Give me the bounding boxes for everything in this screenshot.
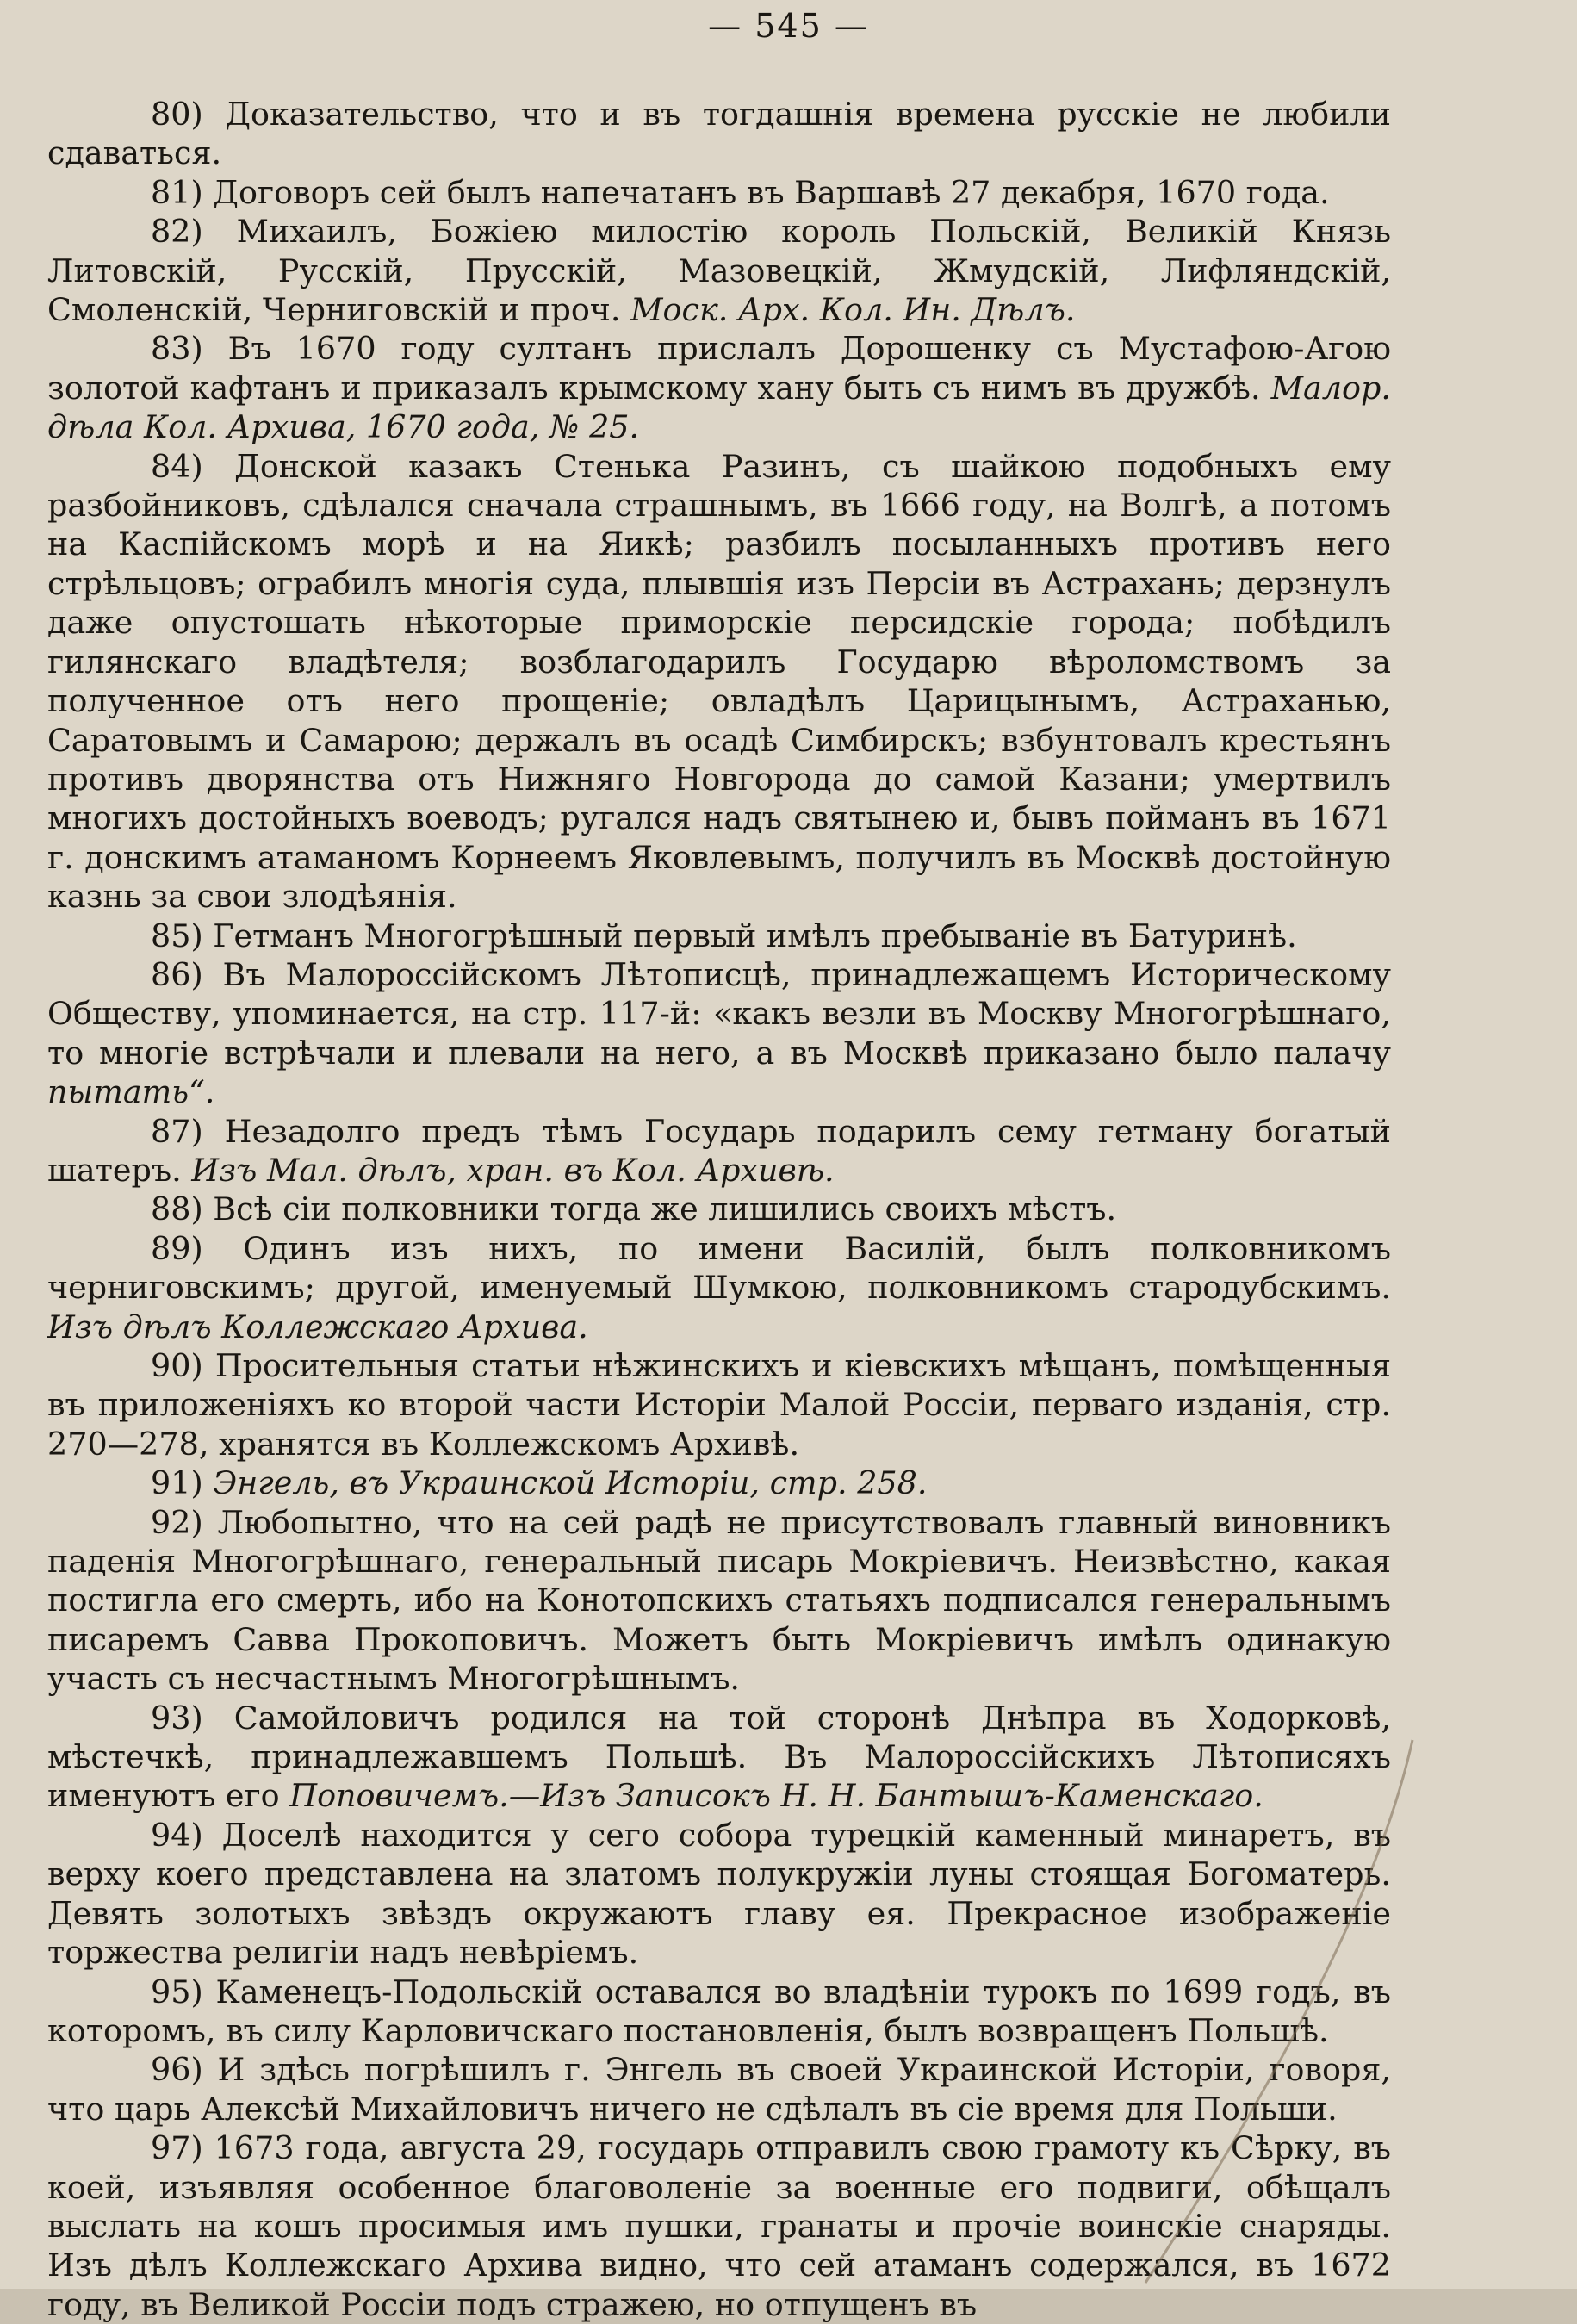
footnote-number: 82)	[151, 213, 203, 251]
footnote	[47, 1503, 1391, 1699]
footnote-number: 85)	[151, 917, 203, 954]
footnote-number: 80)	[151, 96, 203, 133]
footnote-number: 81)	[151, 173, 203, 211]
footnote-number: 95)	[151, 1973, 203, 2010]
footnote-source-reference: Поповичемъ.—Изъ Записокъ Н. Н. Бантышъ-Каменскаго.	[289, 1777, 1263, 1815]
footnote-text: Договоръ сей былъ напечатанъ въ Варшавѣ 27 декабря, 1670 года.	[213, 173, 1330, 211]
footnote-number: 91)	[151, 1464, 203, 1502]
footnote	[47, 917, 1391, 955]
footnote	[47, 1346, 1391, 1463]
footnote-source-reference: Малор. дѣла Кол. Архива, 1670 года, № 25.	[47, 369, 1391, 446]
footnote	[47, 95, 1391, 173]
footnote	[47, 1229, 1391, 1346]
footnote-text: Въ 1670 году султанъ прислалъ Дорошенку съ Мустафою-Агою золотой кафтанъ и приказалъ крымскому хану быть съ нимъ въ дружбѣ.	[47, 330, 1391, 407]
footnote-source-reference: Изъ дѣлъ Коллежскаго Архива.	[47, 1308, 588, 1345]
footnote	[47, 955, 1391, 1112]
footnote-text: Незадолго предъ тѣмъ Государь подарилъ сему гетману богатый шатеръ.	[47, 1112, 1391, 1189]
footnote-text: И здѣсь погрѣшилъ г. Энгель въ своей Украинской Исторіи, говоря, что царь Алексѣй Михайловичъ ничего не сдѣлалъ въ сіе время для Польши.	[47, 2051, 1391, 2128]
footnote	[47, 447, 1391, 917]
footnote	[47, 1699, 1391, 1816]
footnote-number: 96)	[151, 2051, 203, 2089]
footnote-number: 97)	[151, 2129, 203, 2167]
footnotes-text	[47, 95, 1391, 2324]
page-number: — 545 —	[708, 7, 869, 45]
footnote-text: Одинъ изъ нихъ, по имени Василій, былъ полковникомъ черниговскимъ; другой, именуемый Шумкою, полковникомъ стародубскимъ.	[47, 1229, 1392, 1307]
footnote	[47, 1463, 1391, 1502]
footnote-text: Всѣ сіи полковники тогда же лишились своихъ мѣстъ.	[213, 1190, 1117, 1228]
footnote-number: 83)	[151, 330, 203, 368]
footnote-number: 88)	[151, 1190, 203, 1228]
footnote-text: Доказательство, что и въ тогдашнія времена русскіе не любили сдаваться.	[47, 96, 1391, 172]
footnote	[47, 329, 1391, 446]
footnote-number: 86)	[151, 955, 203, 993]
footnote-text: Въ Малороссійскомъ Лѣтописцѣ, принадлежащемъ Историческому Обществу, упоминается, на стр. 117-й: «какъ везли въ Москву Многогрѣшнаго, то многіе встрѣчали и плевали на него, а въ Москвѣ приказано было палачу	[47, 955, 1391, 1072]
footnote-number: 93)	[151, 1699, 203, 1737]
footnote-text: Просительныя статьи нѣжинскихъ и кіевскихъ мѣщанъ, помѣщенныя въ приложеніяхъ ко второй части Исторіи Малой Россіи, перваго изданія, стр. 270—278, хранятся въ Коллежскомъ Архивѣ.	[47, 1347, 1391, 1463]
footnote-text: Самойловичъ родился на той сторонѣ Днѣпра въ Ходорковѣ, мѣстечкѣ, принадлежавшемъ Польшѣ. Въ Малороссійскихъ Лѣтописяхъ именуютъ его	[47, 1699, 1391, 1815]
footnote-text: Каменецъ-Подольскій оставался во владѣніи турокъ по 1699 годъ, въ которомъ, въ силу Карловичскаго постановленія, былъ возвращенъ Польшѣ.	[47, 1973, 1391, 2049]
footnote-source-reference: Моск. Арх. Кол. Ин. Дѣлъ.	[630, 291, 1076, 329]
footnote-source-reference: пытать“.	[47, 1073, 215, 1111]
footnote-source-reference: Энгель, въ Украинской Исторіи, стр. 258.	[213, 1464, 928, 1502]
footnote	[47, 173, 1391, 212]
footnote-text: Любопытно, что на сей радѣ не присутствовалъ главный виновникъ паденія Многогрѣшнаго, генеральный писарь Мокріевичъ. Неизвѣстно, какая постигла его смерть, ибо на Конотопскихъ статьяхъ подписался генеральнымъ писаремъ Савва Прокоповичъ. Можетъ быть Мокріевичъ имѣлъ одинакую участь съ несчастнымъ Многогрѣшнымъ.	[47, 1503, 1392, 1698]
footnote	[47, 1816, 1391, 1973]
footnote-number: 92)	[151, 1503, 203, 1541]
footnote-number: 84)	[151, 447, 203, 485]
footnote-number: 89)	[151, 1229, 203, 1267]
footnote	[47, 212, 1391, 329]
footnote	[47, 2050, 1391, 2128]
footnote-number: 90)	[151, 1347, 203, 1384]
footnote-text: Михаилъ, Божіею милостію король Польскій, Великій Князь Литовскій, Русскій, Прусскій, Мазовецкій, Жмудскій, Лифляндскій, Смоленскій, Черниговскій и проч.	[47, 213, 1391, 329]
footnote-number: 87)	[151, 1112, 203, 1150]
footnote-text: 1673 года, августа 29, государь отправилъ свою грамоту къ Сѣрку, въ коей, изъявляя особенное благоволеніе за военные его подвиги, обѣщалъ выслать на кошъ просимыя имъ пушки, гранаты и прочіе воинскіе снаряды. Изъ дѣлъ Коллежскаго Архива видно, что сей атаманъ содержался, въ 1672 году, въ Великой Россіи подъ стражею, но отпущенъ въ	[47, 2129, 1392, 2323]
footnote-text: Доселѣ находится у сего собора турецкій каменный минаретъ, въ верху коего представлена на златомъ полукружіи луны стоящая Богоматерь. Девять золотыхъ звѣздъ окружаютъ главу ея. Прекрасное изображеніе торжества религіи надъ невѣріемъ.	[47, 1816, 1391, 1972]
footnote	[47, 2128, 1391, 2324]
footnote	[47, 1973, 1391, 2051]
footnote-text: Гетманъ Многогрѣшный первый имѣлъ пребываніе въ Батуринѣ.	[213, 917, 1297, 954]
footnote-text: Донской казакъ Стенька Разинъ, съ шайкою подобныхъ ему разбойниковъ, сдѣлался сначала страшнымъ, въ 1666 году, на Волгѣ, а потомъ на Каспійскомъ морѣ и на Яикѣ; разбилъ посыланныхъ противъ него стрѣльцовъ; ограбилъ многія суда, плывшія изъ Персіи въ Астрахань; дерзнулъ даже опустошать нѣкоторые приморскіе персидскіе города; побѣдилъ гилянскаго владѣтеля; возблагодарилъ Государю вѣроломствомъ за полученное отъ него прощеніе; овладѣлъ Царицынымъ, Астраханью, Саратовымъ и Самарою; держалъ въ осадѣ Симбирскъ; взбунтовалъ крестьянъ противъ дворянства отъ Нижняго Новгорода до самой Казани; умертвилъ многихъ достойныхъ воеводъ; ругался надъ святынею и, бывъ пойманъ въ 1671 г. донскимъ атаманомъ Корнеемъ Яковлевымъ, получилъ въ Москвѣ достойную казнь за свои злодѣянія.	[47, 447, 1391, 916]
footnote-source-reference: Изъ Мал. дѣлъ, хран. въ Кол. Архивѣ.	[191, 1151, 835, 1189]
footnote-number: 94)	[151, 1816, 203, 1854]
footnote	[47, 1190, 1391, 1228]
footnote	[47, 1112, 1391, 1190]
